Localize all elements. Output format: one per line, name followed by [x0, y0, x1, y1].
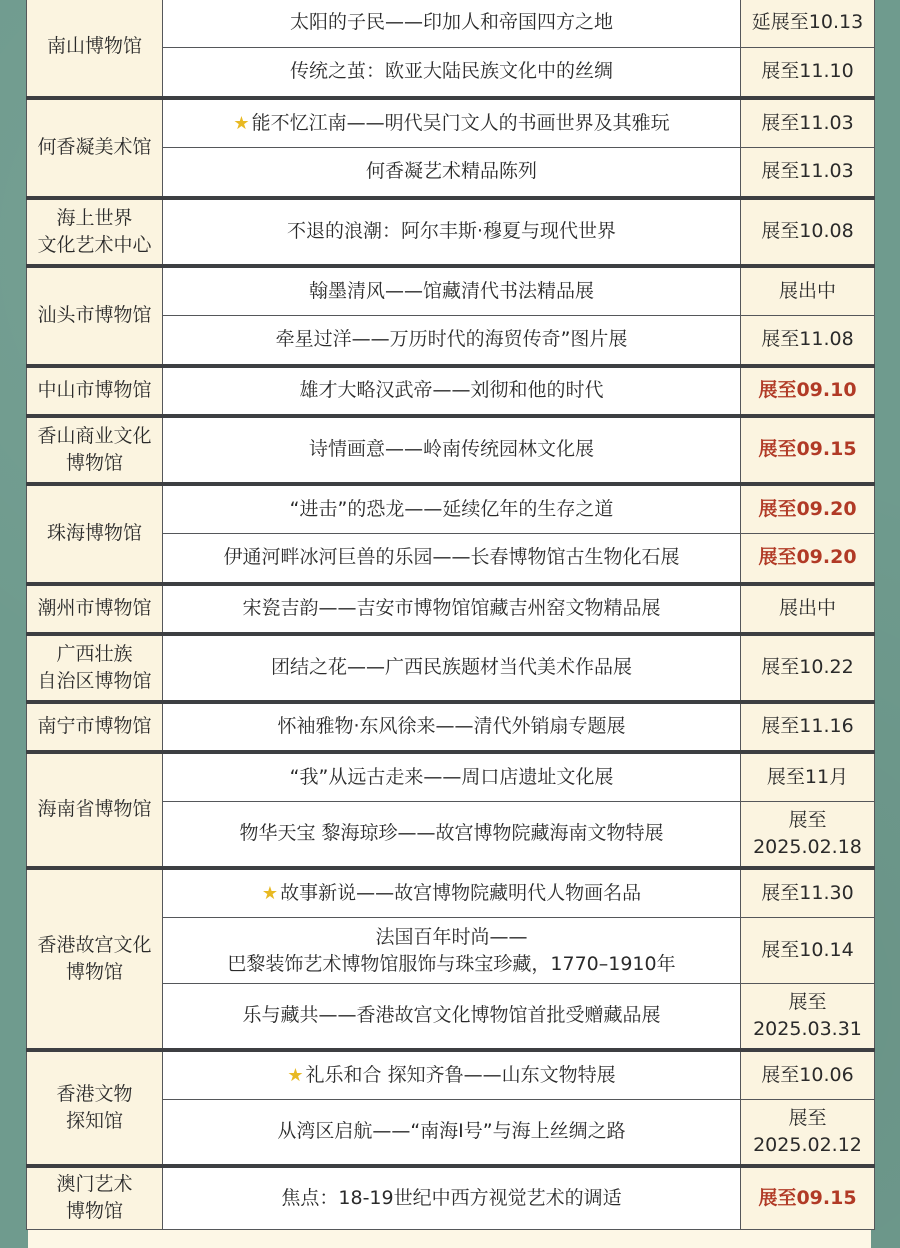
exhibition-date	[741, 918, 875, 984]
museum-name-line: 南宁市博物馆	[37, 715, 152, 737]
museum-name	[27, 584, 163, 634]
exhibition-date-line: 展至11月	[766, 765, 849, 788]
museum-name	[27, 1166, 163, 1230]
exhibition-title-line: 怀袖雅物·东风徐来——清代外销扇专题展	[277, 715, 626, 737]
table-row	[27, 0, 875, 48]
exhibition-date-line: 展至09.10	[758, 379, 857, 401]
exhibition-date	[741, 0, 875, 48]
exhibition-title	[163, 416, 741, 484]
exhibition-date	[741, 802, 875, 868]
exhibition-title	[163, 752, 741, 802]
exhibition-date-line: 2025.03.31	[753, 1017, 862, 1040]
exhibition-title-line: 诗情画意——岭南传统园林文化展	[308, 438, 594, 460]
exhibition-table	[26, 0, 875, 1230]
table-row	[27, 366, 875, 416]
exhibition-title	[163, 98, 741, 148]
exhibition-date-line: 展至09.15	[758, 438, 857, 460]
exhibition-title-line: 法国百年时尚——	[375, 925, 528, 948]
table-row	[27, 416, 875, 484]
exhibition-title	[163, 584, 741, 634]
table-row	[27, 1166, 875, 1230]
museum-name	[27, 98, 163, 198]
table-row	[27, 484, 875, 534]
museum-name-line: 何香凝美术馆	[37, 136, 152, 158]
exhibition-date	[741, 534, 875, 584]
exhibition-date-line: 展至11.30	[761, 881, 854, 904]
exhibition-date	[741, 316, 875, 366]
exhibition-date	[741, 366, 875, 416]
table-row	[27, 198, 875, 266]
exhibition-date-line: 2025.02.12	[753, 1133, 862, 1156]
museum-name-line: 自治区博物馆	[37, 669, 152, 692]
exhibition-date	[741, 484, 875, 534]
museum-name	[27, 0, 163, 98]
museum-name-line: 博物馆	[65, 960, 123, 983]
exhibition-date	[741, 634, 875, 702]
exhibition-date	[741, 98, 875, 148]
exhibition-date	[741, 198, 875, 266]
exhibition-title-line: ★ 能不忆江南——明代吴门文人的书画世界及其雅玩	[233, 111, 670, 134]
star-icon: ★	[287, 1064, 304, 1086]
museum-name	[27, 634, 163, 702]
exhibition-title-line: “进击”的恐龙——延续亿年的生存之道	[289, 497, 614, 520]
museum-name-line: 香港文物	[56, 1082, 133, 1105]
exhibition-title-line: 巴黎装饰艺术博物馆服饰与珠宝珍藏，1770–1910年	[227, 952, 676, 975]
exhibition-date	[741, 416, 875, 484]
exhibition-date-line: 展至11.08	[761, 328, 854, 351]
exhibition-title-line: 宋瓷吉韵——吉安市博物馆馆藏吉州窑文物精品展	[242, 597, 661, 619]
museum-name-line: 香山商业文化	[37, 424, 152, 447]
exhibition-date-line: 展至09.20	[758, 546, 857, 569]
museum-name-line: 博物馆	[65, 1200, 123, 1223]
museum-name-line: 汕头市博物馆	[37, 304, 152, 326]
exhibition-title-line: 不退的浪潮：阿尔丰斯·穆夏与现代世界	[286, 220, 617, 242]
table-row	[27, 868, 875, 918]
exhibition-date-line: 展至11.10	[761, 60, 854, 83]
exhibition-date-line: 展至	[788, 1106, 827, 1129]
exhibition-date-line: 展出中	[778, 279, 836, 302]
museum-name-line: 文化艺术中心	[37, 233, 152, 256]
exhibition-date-line: 2025.02.18	[753, 835, 862, 858]
table-row	[27, 584, 875, 634]
star-icon: ★	[261, 882, 279, 904]
exhibition-title	[163, 316, 741, 366]
exhibition-date	[741, 868, 875, 918]
exhibition-date	[741, 148, 875, 198]
museum-name	[27, 1050, 163, 1166]
exhibition-date-line: 展至	[788, 990, 827, 1013]
table-row	[27, 634, 875, 702]
museum-name-line: 广西壮族	[56, 642, 133, 665]
museum-name-line: 博物馆	[65, 451, 123, 474]
exhibition-title-line: 何香凝艺术精品陈列	[365, 160, 537, 183]
exhibition-title	[163, 702, 741, 752]
exhibition-date	[741, 752, 875, 802]
museum-name-line: 海上世界	[56, 206, 133, 229]
museum-name	[27, 868, 163, 1050]
museum-name-line: 香港故宫文化	[37, 933, 152, 956]
exhibition-title-line: ★ 礼乐和合 探知齐鲁——山东文物特展	[287, 1063, 616, 1086]
museum-name	[27, 416, 163, 484]
exhibition-date-line: 延展至10.13	[751, 11, 864, 33]
exhibition-title	[163, 148, 741, 198]
museum-name-line: 中山市博物馆	[37, 379, 152, 401]
exhibition-title	[163, 802, 741, 868]
table-row	[27, 266, 875, 316]
museum-name-line: 海南省博物馆	[37, 798, 152, 820]
exhibition-date-line: 展至11.03	[761, 160, 854, 183]
exhibition-title-line: 物华天宝 黎海琼珍——故宫博物院藏海南文物特展	[239, 822, 664, 845]
exhibition-date-line: 展至11.16	[761, 715, 854, 737]
exhibition-title-line: 伊通河畔冰河巨兽的乐园——长春博物馆古生物化石展	[223, 546, 680, 569]
exhibition-date-line: 展至10.08	[761, 220, 854, 242]
exhibition-title	[163, 48, 741, 98]
museum-name	[27, 752, 163, 868]
exhibition-title-line: 雄才大略汉武帝——刘彻和他的时代	[299, 379, 604, 401]
museum-name-line: 南山博物馆	[46, 35, 142, 58]
exhibition-title-line: 焦点：18-19世纪中西方视觉艺术的调适	[281, 1186, 622, 1209]
exhibition-date-line: 展至09.15	[758, 1186, 857, 1209]
exhibition-title	[163, 198, 741, 266]
exhibition-date-line: 展至09.20	[758, 497, 857, 520]
exhibition-title-line: 团结之花——广西民族题材当代美术作品展	[270, 656, 632, 678]
exhibition-title-line: ★ 故事新说——故宫博物院藏明代人物画名品	[261, 881, 642, 904]
exhibition-title	[163, 534, 741, 584]
exhibition-date-line: 展至11.03	[761, 111, 854, 134]
exhibition-title	[163, 1100, 741, 1166]
exhibition-date-line: 展至10.22	[761, 656, 854, 678]
exhibition-date	[741, 266, 875, 316]
exhibition-date	[741, 48, 875, 98]
exhibition-title	[163, 0, 741, 48]
exhibition-date	[741, 1100, 875, 1166]
exhibition-date	[741, 984, 875, 1050]
exhibition-date	[741, 584, 875, 634]
exhibition-title	[163, 1050, 741, 1100]
exhibition-title	[163, 868, 741, 918]
exhibition-title	[163, 1166, 741, 1230]
museum-name-line: 珠海博物馆	[46, 522, 142, 544]
exhibition-title-line: 传统之茧：欧亚大陆民族文化中的丝绸	[289, 60, 613, 83]
table-row	[27, 702, 875, 752]
exhibition-title-line: “我”从远古走来——周口店遗址文化展	[289, 765, 614, 788]
exhibition-date	[741, 1166, 875, 1230]
exhibition-title-line: 乐与藏共——香港故宫文化博物馆首批受赠藏品展	[242, 1004, 661, 1027]
exhibition-title-line: 牵星过洋——万历时代的海贸传奇”图片展	[275, 328, 628, 351]
museum-name	[27, 198, 163, 266]
star-icon: ★	[233, 112, 250, 134]
museum-name-line: 潮州市博物馆	[37, 597, 152, 619]
table-row	[27, 98, 875, 148]
exhibition-title	[163, 918, 741, 984]
table-row	[27, 752, 875, 802]
museum-name	[27, 266, 163, 366]
exhibition-date-line: 展至	[788, 808, 827, 831]
exhibition-title	[163, 984, 741, 1050]
exhibition-title	[163, 366, 741, 416]
table-row	[27, 1050, 875, 1100]
exhibition-date	[741, 1050, 875, 1100]
exhibition-title	[163, 634, 741, 702]
museum-name	[27, 702, 163, 752]
museum-name-line: 澳门艺术	[56, 1173, 133, 1196]
exhibition-title-line: 从湾区启航——“南海I号”与海上丝绸之路	[277, 1120, 626, 1143]
exhibition-date	[741, 702, 875, 752]
museum-name	[27, 366, 163, 416]
exhibition-title	[163, 266, 741, 316]
exhibition-title	[163, 484, 741, 534]
exhibition-date-line: 展至10.06	[761, 1063, 854, 1086]
exhibition-title-line: 翰墨清风——馆藏清代书法精品展	[308, 279, 594, 302]
exhibition-date-line: 展至10.14	[761, 939, 854, 961]
exhibition-date-line: 展出中	[778, 597, 836, 619]
museum-name-line: 探知馆	[65, 1109, 123, 1132]
museum-name	[27, 484, 163, 584]
exhibition-title-line: 太阳的子民——印加人和帝国四方之地	[289, 11, 613, 33]
